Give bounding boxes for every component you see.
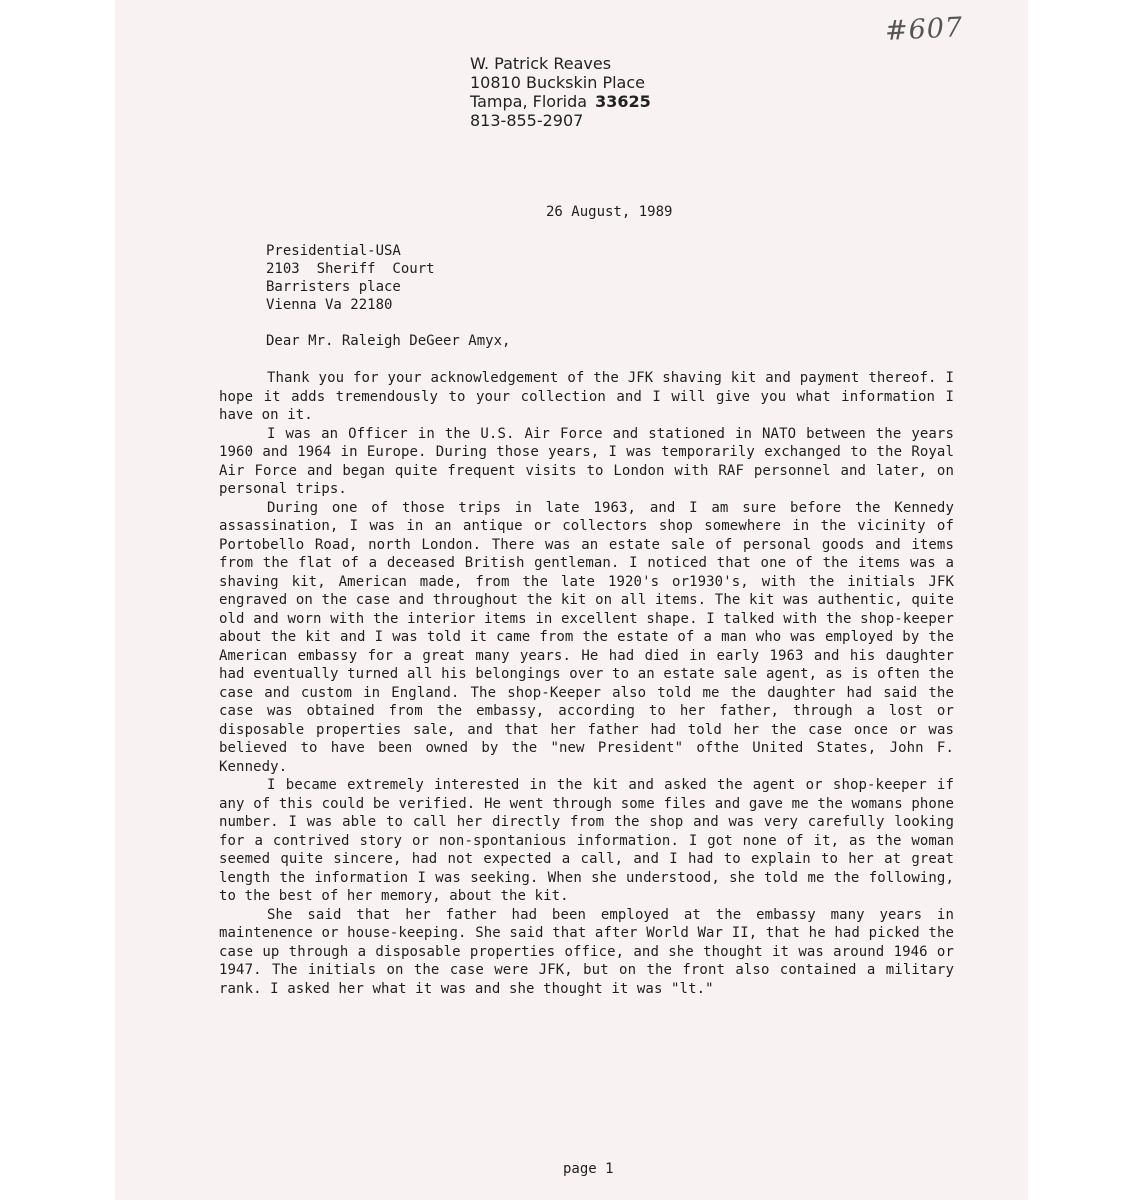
recipient-line: Barristers place xyxy=(266,279,401,295)
handwritten-lot-number: #607 xyxy=(884,11,964,48)
body-paragraph: She said that her father had been employed at the embassy many years in maintenence or house-keeping. She said that after World War II, that he had picked the case up through a disposable properties office, and she thought it was around 1946 or 1947. The initials on the case were JFK, but on the front also contained a military rank. I asked her what it was and she thought it was "lt." xyxy=(219,906,954,997)
recipient-address xyxy=(266,242,435,314)
sender-zip: 33625 xyxy=(595,92,651,111)
body-paragraph: Thank you for your acknowledgement of the JFK shaving kit and payment thereof. I hope it adds tremendously to your collection and I will give you what information I have on it. xyxy=(219,370,954,423)
body-paragraph: I became extremely interested in the kit and asked the agent or shop-keeper if any of this could be verified. He went through some files and gave me the womans phone number. I was able to call her directly from the shop and was very carefully looking for a contrived story or non-spontanious information. I got none of it, as the woman seemed quite sincere, had not expected a call, and I had to explain to her at great length the information I was seeking. When she understood, she told me the following, to the best of her memory, about the kit. xyxy=(219,777,954,904)
sender-city-state: Tampa, Florida xyxy=(470,92,588,111)
recipient-line: Presidential-USA xyxy=(266,243,401,259)
salutation: Dear Mr. Raleigh DeGeer Amyx, xyxy=(266,333,511,349)
page-number: page 1 xyxy=(563,1161,614,1177)
sender-name: W. Patrick Reaves xyxy=(470,54,612,73)
sender-phone: 813-855-2907 xyxy=(470,111,584,130)
body-paragraph: During one of those trips in late 1963, and I am sure before the Kennedy assassination, I was in an antique or collectors shop somewhere in the vicinity of Portobello Road, north London. There was an estate sale of personal goods and items from the flat of a deceased British gentleman. I noticed that one of the items was a shaving kit, American made, from the late 1920's or1930's, with the initials JFK engraved on the case and throughout the kit on all items. The kit was authentic, quite old and worn with the interior items in excellent shape. I talked with the shop-keeper about the kit and I was told it came from the estate of a man who was employed by the American embassy for a great many years. He had died in early 1963 and his daughter had eventually turned all his belongings over to an estate sale agent, as is often the case and custom in England. The shop-Keeper also told me the daughter had said the case was obtained from the embassy, according to her father, through a lost or disposable properties sale, and that her father had told her the case once or was believed to have been owned by the "new President" ofthe United States, John F. Kennedy. xyxy=(219,499,954,775)
letterhead xyxy=(470,54,651,130)
letter-body xyxy=(219,369,954,998)
letter-date: 26 August, 1989 xyxy=(546,204,673,220)
sender-city-line xyxy=(470,92,651,111)
recipient-line: Vienna Va 22180 xyxy=(266,297,393,313)
sender-street: 10810 Buckskin Place xyxy=(470,73,645,92)
body-paragraph: I was an Officer in the U.S. Air Force and stationed in NATO between the years 1960 and 1964 in Europe. During those years, I was temporarily exchanged to the Royal Air Force and began quite frequent visits to London with RAF personnel and later, on personal trips. xyxy=(219,425,954,497)
recipient-line: 2103 Sheriff Court xyxy=(266,261,435,277)
